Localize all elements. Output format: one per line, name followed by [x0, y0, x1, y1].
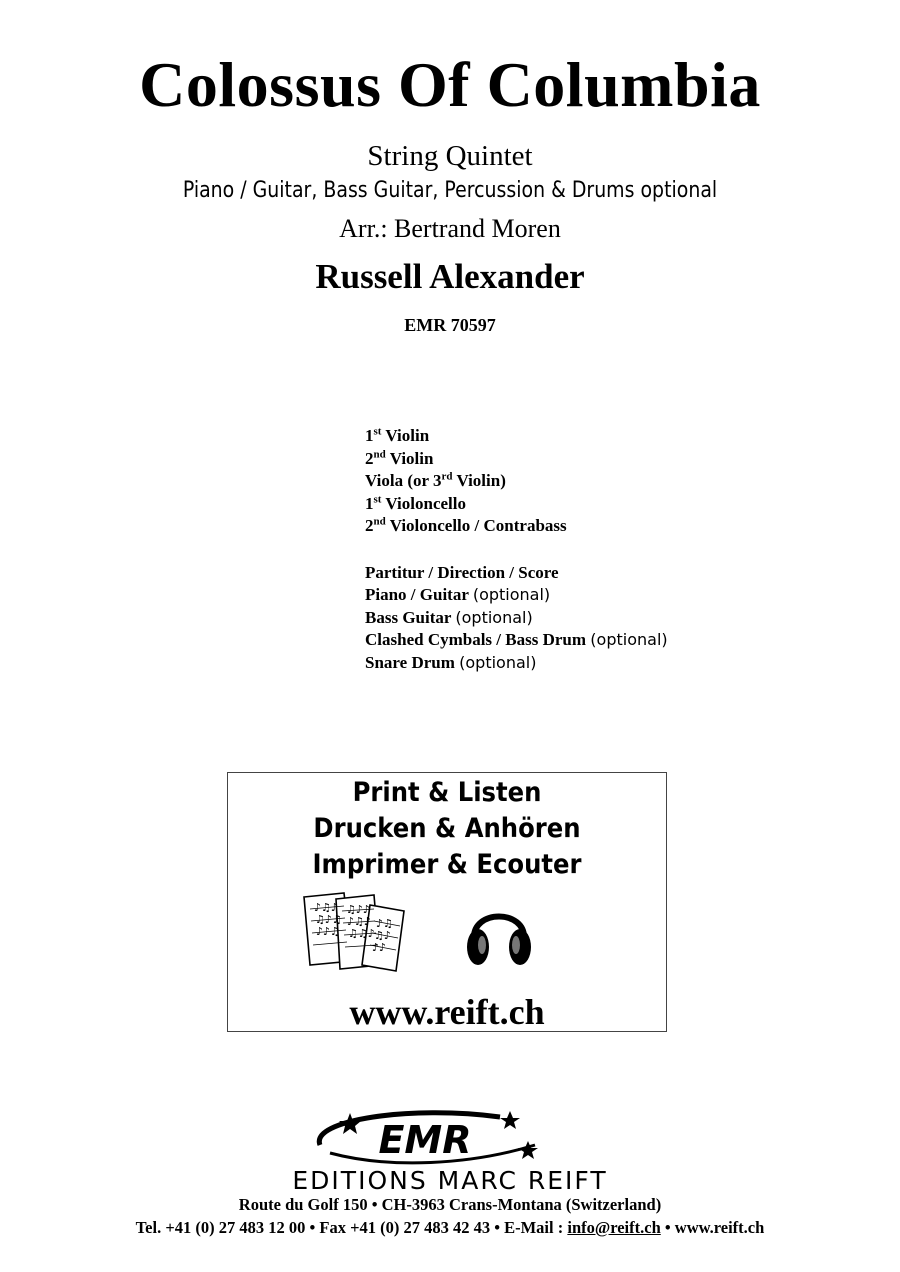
print-listen-fr: Imprimer & Ecouter	[312, 849, 582, 880]
svg-text:♪♫♪: ♪♫♪	[314, 901, 338, 914]
svg-text:♪♫♪: ♪♫♪	[347, 915, 371, 928]
print-listen-de: Drucken & Anhören	[313, 813, 581, 844]
svg-text:♫♪: ♫♪	[374, 929, 391, 942]
print-listen-en: Print & Listen	[352, 777, 542, 808]
subtitle: String Quintet	[367, 140, 533, 172]
part-first-violoncello: 1st Violoncello	[365, 492, 466, 513]
part-score: Partitur / Direction / Score	[365, 562, 559, 582]
publisher-address: Route du Golf 150 • CH-3963 Crans-Montana (Switzerland)	[238, 1195, 662, 1214]
instrumentation: Piano / Guitar, Bass Guitar, Percussion & Drums optional	[182, 178, 718, 203]
part-second-violin: 2nd Violin	[365, 447, 434, 468]
publisher-contact: Tel. +41 (0) 27 483 12 00 • Fax +41 (0) 27 483 42 43 • E-Mail : info@reift.ch • www.reift.ch	[135, 1218, 765, 1237]
part-second-violoncello: 2nd Violoncello / Contrabass	[365, 515, 567, 535]
logo-text: EMR	[378, 1118, 472, 1162]
parts-list	[365, 425, 668, 674]
emr-logo	[300, 1105, 550, 1170]
part-piano-guitar: Piano / Guitar (optional)	[365, 585, 551, 604]
sheet-music-icon	[300, 891, 412, 973]
svg-text:♫♪♫: ♫♪♫	[315, 913, 342, 926]
headphones-icon	[464, 895, 534, 971]
catalog-number: EMR 70597	[404, 315, 496, 335]
part-cymbals-bass-drum: Clashed Cymbals / Bass Drum (optional)	[365, 630, 668, 649]
publisher-name: EDITIONS MARC REIFT	[292, 1166, 608, 1195]
svg-text:♪♪♫: ♪♪♫	[316, 925, 340, 938]
part-viola: Viola (or 3rd Violin)	[365, 470, 506, 490]
website-link[interactable]: www.reift.ch	[349, 992, 545, 1032]
print-listen-box	[227, 772, 667, 1032]
svg-text:♪♫: ♪♫	[376, 917, 393, 930]
composer: Russell Alexander	[315, 257, 585, 296]
svg-text:♪♪: ♪♪	[372, 941, 387, 954]
part-first-violin: 1st Violin	[365, 425, 430, 445]
svg-text:♫♫♪: ♫♫♪	[348, 927, 375, 940]
svg-text:♫♪♪: ♫♪♪	[346, 903, 370, 916]
arranger: Arr.: Bertrand Moren	[339, 214, 561, 243]
email-link[interactable]: info@reift.ch	[567, 1218, 661, 1237]
part-bass-guitar: Bass Guitar (optional)	[365, 607, 533, 627]
page-title: Colossus Of Columbia	[139, 49, 761, 120]
part-snare-drum: Snare Drum (optional)	[365, 652, 537, 672]
